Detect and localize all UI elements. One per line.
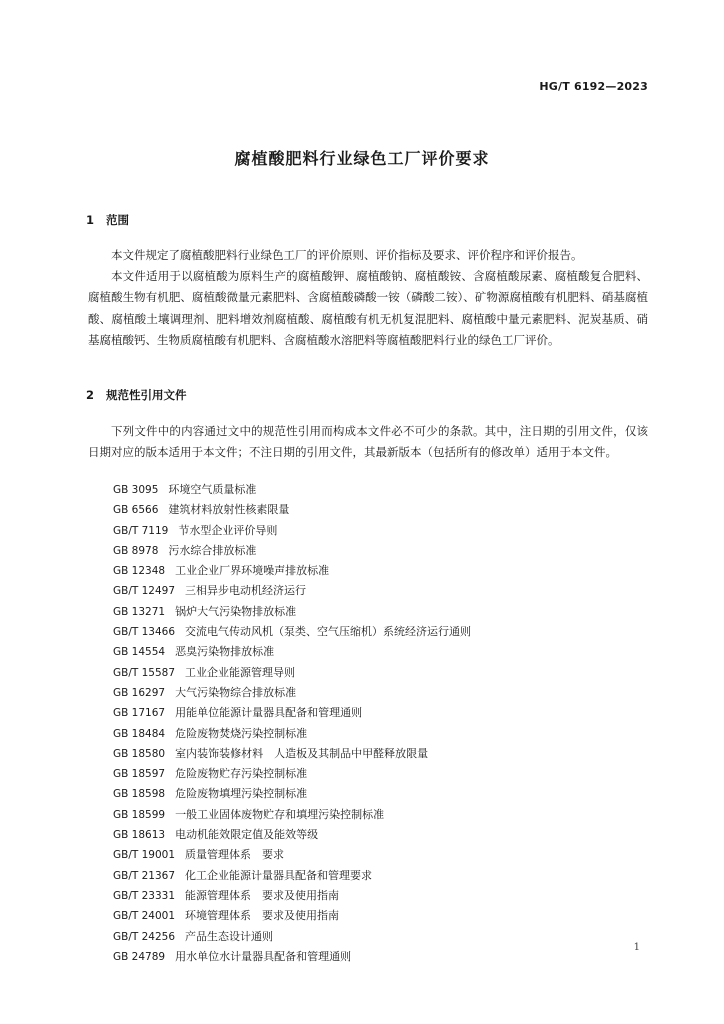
reference-code: GB 14554 — [113, 646, 166, 659]
reference-title: 能源管理体系 要求及使用指南 — [185, 888, 340, 902]
reference-item — [113, 724, 471, 744]
reference-code: GB/T 19001 — [113, 849, 176, 862]
reference-item — [113, 541, 471, 561]
reference-item — [113, 927, 471, 947]
reference-item — [113, 683, 471, 703]
reference-item — [113, 845, 471, 865]
reference-title: 污水综合排放标准 — [168, 543, 257, 557]
reference-title: 恶臭污染物排放标准 — [175, 645, 275, 659]
reference-code: GB/T 12497 — [113, 585, 176, 598]
reference-item — [113, 480, 471, 500]
section-2-title: 规范性引用文件 — [106, 388, 187, 402]
reference-title: 用能单位能源计量器具配备和管理通则 — [175, 706, 363, 720]
reference-item — [113, 947, 471, 967]
reference-title: 质量管理体系 要求 — [185, 848, 285, 862]
section-2-heading — [86, 387, 187, 403]
page-number: 1 — [633, 942, 640, 953]
reference-code: GB 18599 — [113, 808, 166, 821]
reference-item — [113, 784, 471, 804]
reference-title: 一般工业固体废物贮存和填埋污染控制标准 — [175, 807, 385, 821]
section-2-intro: 下列文件中的内容通过文中的规范性引用而构成本文件必不可少的条款。其中，注日期的引用文件，仅该日期对应的版本适用于本文件；不注日期的引用文件，其最新版本（包括所有的修改单）适用于本文件。 — [88, 424, 648, 460]
section-1-number: 1 — [86, 213, 95, 227]
reference-code: GB 12348 — [113, 565, 166, 578]
reference-title: 建筑材料放射性核素限量 — [168, 503, 290, 517]
reference-title: 大气污染物综合排放标准 — [175, 685, 297, 699]
reference-code: GB 18613 — [113, 829, 166, 842]
reference-code: GB 24789 — [113, 950, 166, 963]
reference-title: 电动机能效限定值及能效等级 — [175, 828, 319, 842]
reference-item — [113, 805, 471, 825]
reference-code: GB/T 7119 — [113, 524, 169, 537]
reference-title: 环境空气质量标准 — [168, 483, 257, 496]
section-1-paragraph-1: 本文件规定了腐植酸肥料行业绿色工厂的评价原则、评价指标及要求、评价程序和评价报告。 — [111, 248, 583, 262]
reference-item — [113, 602, 471, 622]
standard-code: HG/T 6192—2023 — [539, 80, 648, 93]
reference-item — [113, 581, 471, 601]
reference-item — [113, 703, 471, 723]
reference-code: GB 8978 — [113, 544, 159, 557]
reference-code: GB/T 24001 — [113, 910, 176, 923]
reference-item — [113, 622, 471, 642]
document-title: 腐植酸肥料行业绿色工厂评价要求 — [234, 149, 490, 168]
reference-item — [113, 744, 471, 764]
reference-title: 环境管理体系 要求及使用指南 — [185, 909, 340, 923]
reference-title: 三相异步电动机经济运行 — [185, 584, 307, 598]
reference-code: GB 18580 — [113, 747, 166, 760]
reference-title: 交流电气传动风机（泵类、空气压缩机）系统经济运行通则 — [185, 625, 472, 639]
reference-code: GB 18598 — [113, 788, 166, 801]
reference-title: 锅炉大气污染物排放标准 — [175, 604, 297, 618]
section-2-number: 2 — [86, 388, 95, 402]
reference-title: 用水单位水计量器具配备和管理通则 — [175, 949, 352, 963]
reference-item — [113, 886, 471, 906]
reference-title: 危险废物贮存污染控制标准 — [175, 767, 308, 781]
reference-title: 化工企业能源计量器具配备和管理要求 — [185, 868, 373, 882]
reference-code: GB 16297 — [113, 686, 166, 699]
section-1-title: 范围 — [106, 213, 129, 227]
reference-item — [113, 764, 471, 784]
reference-code: GB/T 15587 — [113, 666, 176, 679]
reference-code: GB/T 21367 — [113, 869, 176, 882]
section-1-heading — [86, 212, 129, 228]
reference-code: GB 3095 — [113, 484, 159, 496]
reference-title: 产品生态设计通则 — [185, 929, 274, 943]
reference-title: 节水型企业评价导则 — [178, 523, 278, 537]
reference-item — [113, 500, 471, 520]
reference-item — [113, 825, 471, 845]
section-1-paragraph-2: 本文件适用于以腐植酸为原料生产的腐植酸钾、腐植酸钠、腐植酸铵、含腐植酸尿素、腐植酸复合肥料、腐植酸生物有机肥、腐植酸微量元素肥料、含腐植酸磷酸一铵（磷酸二铵）、矿物源腐植酸有机肥料、硝基腐植酸、腐植酸土壤调理剂、肥料增效剂腐植酸、腐植酸有机无机复混肥料、腐植酸中量元素肥料、泥炭基质、硝基腐植酸钙、生物质腐植酸有机肥料、含腐植酸水溶肥料等腐植酸肥料行业的绿色工厂评价。 — [88, 269, 648, 347]
reference-item — [113, 642, 471, 662]
reference-item — [113, 521, 471, 541]
reference-title: 危险废物填埋污染控制标准 — [175, 787, 308, 801]
reference-code: GB/T 13466 — [113, 626, 176, 639]
reference-list — [113, 480, 471, 967]
reference-title: 工业企业能源管理导则 — [185, 665, 296, 679]
reference-code: GB 18484 — [113, 727, 166, 740]
reference-item — [113, 866, 471, 886]
reference-code: GB/T 24256 — [113, 930, 176, 943]
reference-item — [113, 906, 471, 926]
reference-code: GB 6566 — [113, 504, 159, 517]
reference-item — [113, 561, 471, 581]
reference-code: GB 13271 — [113, 605, 166, 618]
reference-code: GB 17167 — [113, 707, 166, 720]
reference-code: GB 18597 — [113, 768, 166, 781]
reference-title: 工业企业厂界环境噪声排放标准 — [175, 564, 330, 578]
reference-title: 室内装饰装修材料 人造板及其制品中甲醛释放限量 — [175, 746, 429, 760]
reference-code: GB/T 23331 — [113, 889, 176, 902]
reference-item — [113, 663, 471, 683]
reference-title: 危险废物焚烧污染控制标准 — [175, 726, 308, 740]
